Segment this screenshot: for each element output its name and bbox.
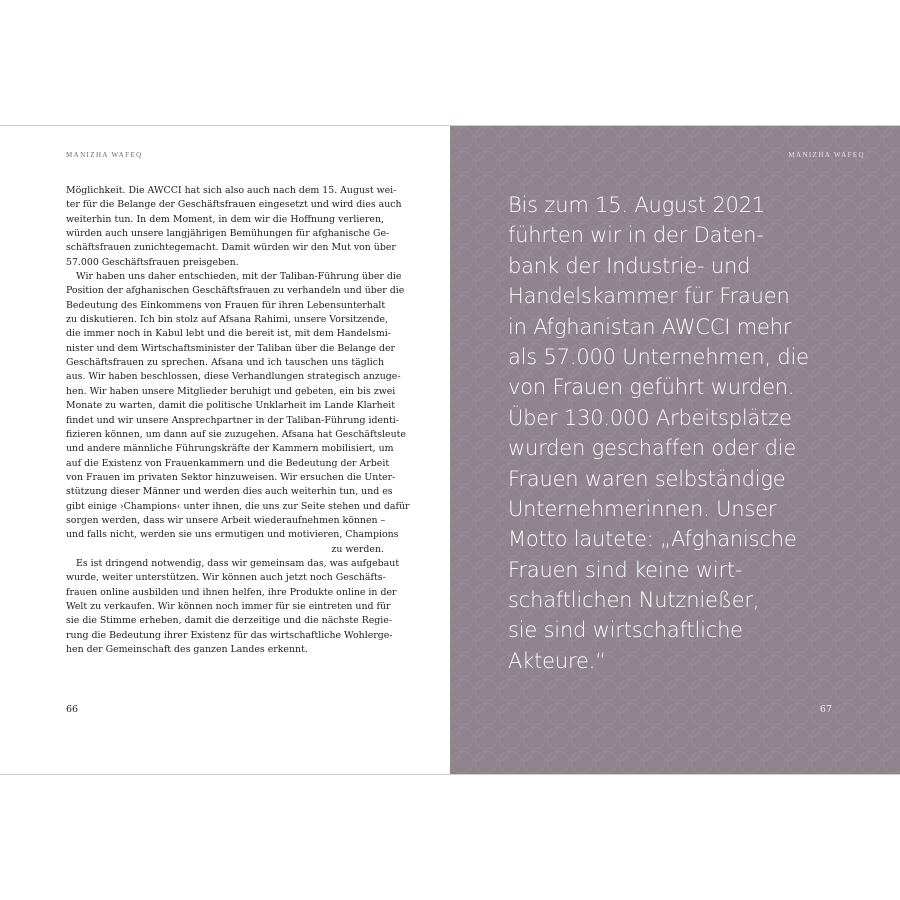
text-line: und falls nicht, werden sie uns ermutigen und motivieren, Champions — [66, 529, 399, 541]
quote-line: Über 130.000 Arbeitsplätze — [508, 405, 792, 430]
pull-quote — [508, 190, 868, 676]
text-line: hen. Wir haben unsere Mitglieder beruhigt und gebeten, ein bis zwei — [66, 385, 396, 397]
text-line: Position der afghanischen Geschäftsfrauen zu verhandeln und über die — [66, 285, 405, 297]
quote-line: als 57.000 Unternehmen, die — [508, 344, 809, 369]
text-line: von Frauen im privaten Sektor hinzuweisen. Wir ersuchen die Unter- — [66, 471, 396, 483]
quote-line: bank der Industrie- und — [508, 253, 751, 278]
quote-line: Frauen waren selbständige — [508, 466, 786, 491]
text-line: Wir haben uns daher entschieden, mit der Taliban-Führung über die — [76, 271, 402, 283]
right-page — [450, 126, 900, 774]
quote-line: Frauen sind keine wirt- — [508, 557, 743, 582]
text-line: Bedeutung des Einkommens von Frauen für ihren Lebensunterhalt — [66, 299, 386, 311]
text-line: findet und wir unsere Ansprechpartner in der Taliban-Führung identi- — [66, 414, 399, 426]
body-text — [66, 184, 410, 657]
text-line: Möglichkeit. Die AWCCI hat sich also auch nach dem 15. August wei- — [66, 185, 397, 196]
quote-line: schaftlichen Nutznießer, — [508, 588, 760, 613]
quote-line: Bis zum 15. August 2021 — [508, 193, 766, 217]
text-line: sorgen werden, dass wir unsere Arbeit wiederaufnehmen können – — [66, 514, 386, 526]
text-line: stützung dieser Männer und werden dies auch weiterhin tun, und es — [66, 486, 393, 498]
text-line: die immer noch in Kabul lebt und die bereit ist, mit dem Handelsmi- — [66, 328, 391, 340]
page-number-left: 66 — [66, 704, 79, 715]
text-line: wurde, weiter unterstützen. Wir können auch jetzt noch Geschäfts- — [66, 572, 386, 584]
page-number-right: 67 — [819, 704, 832, 715]
text-line: hen der Gemeinschaft des ganzen Landes erkennt. — [66, 644, 308, 655]
text-line: aus. Wir haben beschlossen, diese Verhandlungen strategisch anzuge- — [66, 371, 401, 383]
text-line: Monate zu warten, damit die politische Unklarheit im Lande Klarheit — [66, 400, 396, 412]
text-line: würden auch unsere langjährigen Bemühungen für afghanische Ge- — [66, 228, 390, 240]
quote-line: Motto lautete: „Afghanische — [508, 527, 797, 552]
text-line: Geschäftsfrauen zu sprechen. Afsana und ich tauschen uns täglich — [66, 357, 384, 369]
text-line: zu werden. — [331, 543, 384, 555]
running-head-left: MANIZHA WAFEQ — [66, 151, 143, 159]
quote-line: Akteure.“ — [508, 648, 606, 673]
quote-line: von Frauen geführt wurden. — [508, 375, 795, 400]
quote-line: wurden geschaffen oder die — [508, 436, 797, 461]
text-line: schäftsfrauen zunichtegemacht. Damit würden wir den Mut von über — [66, 242, 396, 254]
text-line: zu diskutieren. Ich bin stolz auf Afsana Rahimi, unsere Vorsitzende, — [66, 314, 388, 326]
text-line: fizieren können, um dann auf sie zuzugehen. Afsana hat Geschäftsleute — [66, 428, 406, 440]
text-line: Welt zu verkaufen. Wir können noch immer für sie eintreten und für — [66, 600, 391, 612]
quote-line: sie sind wirtschaftliche — [508, 618, 743, 643]
text-line: und andere männliche Führungskräfte der Kammern mobilisiert, um — [66, 443, 394, 455]
text-line: 57.000 Geschäftsfrauen preisgeben. — [66, 256, 239, 268]
book-spread — [0, 125, 900, 775]
text-line: nister und dem Wirtschaftsminister der Taliban über die Belange der — [66, 342, 395, 354]
quote-line: Unternehmerinnen. Unser — [508, 496, 777, 521]
text-line: sie die Stimme erheben, damit die derzeitige und die nächste Regie- — [66, 615, 393, 627]
text-line: rung die Bedeutung ihrer Existenz für das wirtschaftliche Wohlerge- — [66, 629, 393, 641]
text-line: frauen online ausbilden und ihnen helfen, ihre Produkte online in der — [66, 586, 397, 598]
text-line: auf die Existenz von Frauenkammern und die Bedeutung der Arbeit — [66, 457, 390, 469]
running-head-right: MANIZHA WAFEQ — [788, 151, 865, 159]
quote-line: Handelskammer für Frauen — [508, 284, 790, 309]
left-page — [0, 126, 450, 774]
text-line: weiterhin tun. In dem Moment, in dem wir die Hoffnung verlieren, — [66, 213, 384, 225]
text-line: Es ist dringend notwendig, dass wir gemeinsam das, was aufgebaut — [76, 557, 400, 569]
quote-line: führten wir in der Daten- — [508, 223, 764, 248]
text-line: ter für die Belange der Geschäftsfrauen eingesetzt und wird dies auch — [66, 199, 402, 211]
text-line: gibt einige ›Champions‹ unter ihnen, die uns zur Seite stehen und dafür — [66, 500, 410, 512]
quote-line: in Afghanistan AWCCI mehr — [508, 314, 792, 339]
